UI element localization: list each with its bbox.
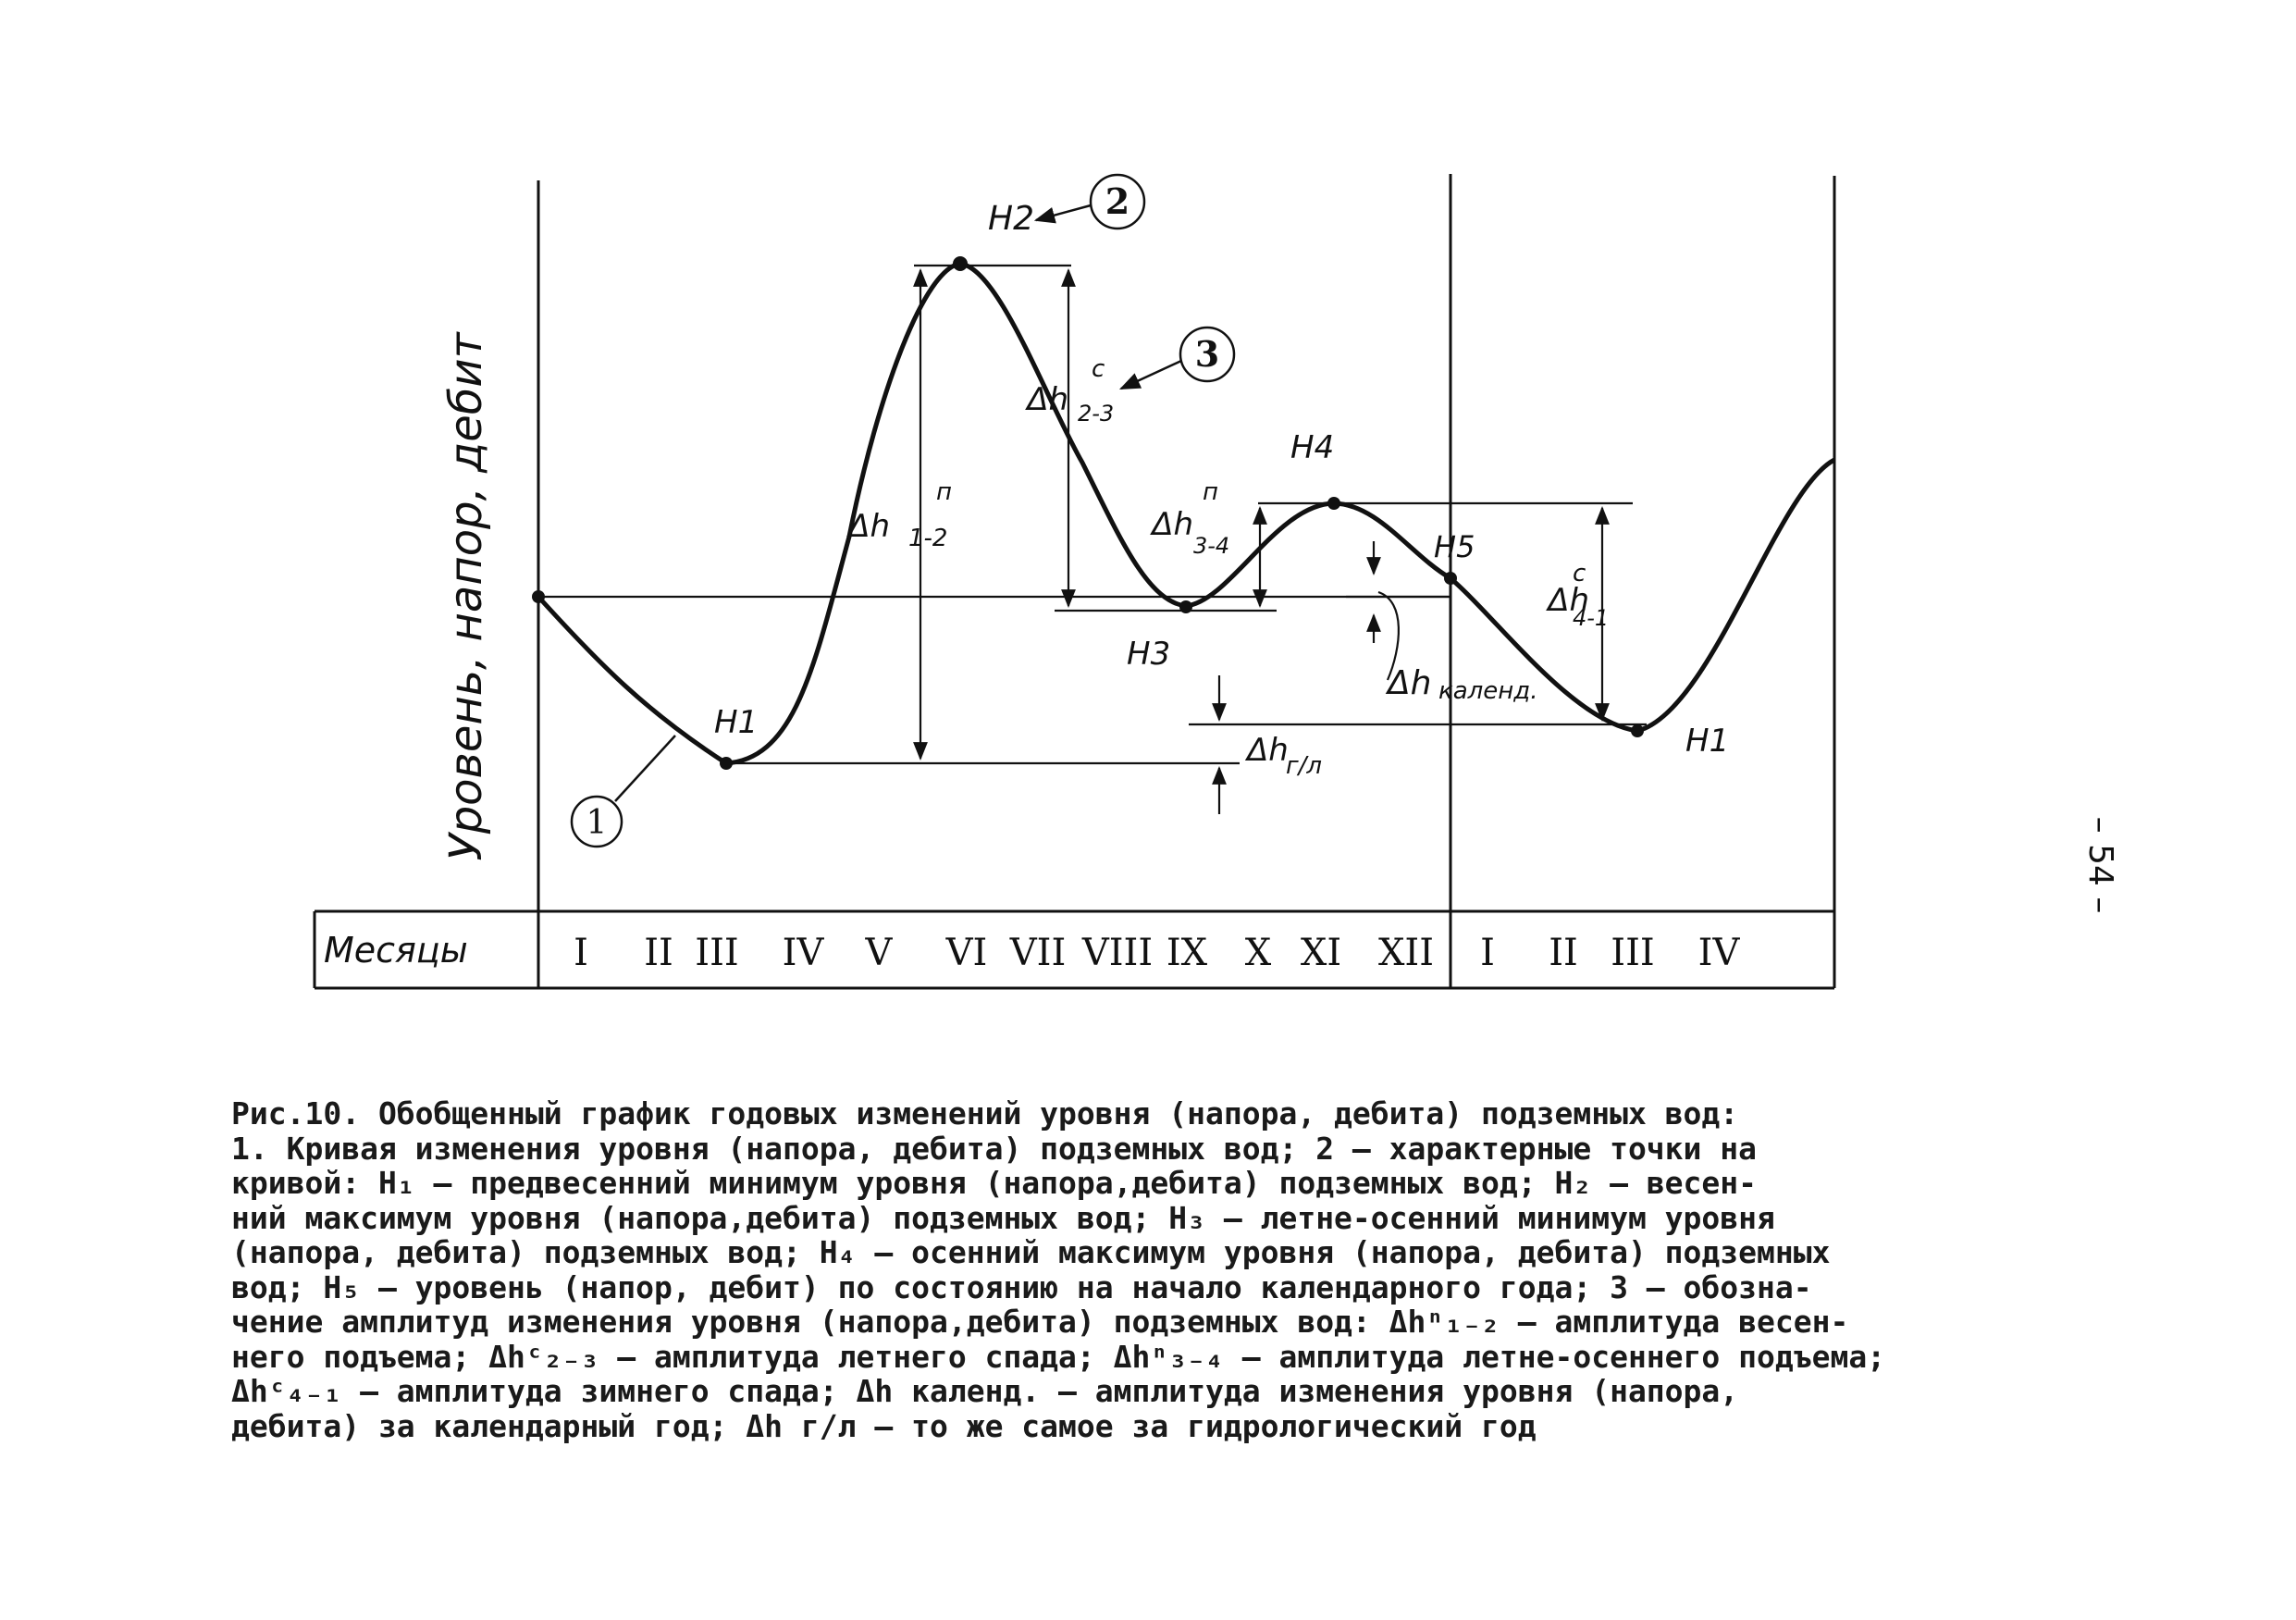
caption-line: Δhᶜ₄₋₁ – амплитуда зимнего спада; Δh календ. – амплитуда изменения уровня (напора, — [231, 1373, 1739, 1409]
month-label: VII — [1009, 932, 1067, 974]
svg-text:п: п — [936, 478, 952, 506]
point-h5 — [1444, 572, 1457, 585]
caption-line: (напора, дебита) подземных вод; H₄ – осенний максимум уровня (напора, дебита) подземных — [231, 1234, 1831, 1270]
label-h1-left: H1 — [714, 704, 759, 741]
svg-text:с: с — [1573, 560, 1586, 587]
label-hydro-amplitude — [1244, 732, 1322, 780]
point-h4 — [1327, 497, 1340, 510]
callout-2-number: 2 — [1105, 180, 1130, 222]
month-label: I — [574, 932, 588, 974]
callout-3-number: 3 — [1194, 333, 1220, 375]
svg-text:Δh: Δh — [1027, 381, 1068, 418]
label-calendar-amplitude — [1385, 664, 1538, 705]
callout-3-leader — [1121, 361, 1181, 389]
caption-line: ний максимум уровня (напора,дебита) подземных вод; H₃ – летне-осенний минимум уровня — [231, 1199, 1775, 1236]
svg-text:3-4: 3-4 — [1193, 533, 1230, 559]
month-label: I — [1480, 932, 1495, 974]
month-label: IV — [1697, 932, 1740, 974]
caption-line: вод; H₅ – уровень (напор, дебит) по состоянию на начало календарного года; 3 – обозна- — [231, 1268, 1812, 1305]
caption-line: дебита) за календарный год; Δh г/л – то же самое за гидрологический год — [231, 1407, 1537, 1444]
caption-line: чение амплитуд изменения уровня (напора,дебита) подземных вод: Δhⁿ₁₋₂ – амплитуда весен- — [231, 1304, 1849, 1340]
svg-text:1-2: 1-2 — [908, 525, 948, 552]
month-label: III — [1611, 932, 1655, 974]
caption-line: него подъема; Δhᶜ₂₋₃ – амплитуда летнего спада; Δhⁿ₃₋₄ – амплитуда летне-осеннего подъема; — [231, 1338, 1886, 1375]
svg-text:с: с — [1092, 355, 1105, 383]
point-h3 — [1179, 600, 1192, 613]
callout-1-number: 1 — [586, 804, 608, 842]
point-h1-left — [720, 757, 733, 770]
y-axis-label: Уровень, напор, дебит — [440, 332, 492, 861]
month-label: X — [1244, 932, 1272, 974]
label-winter-fall — [1545, 560, 1609, 631]
month-label: II — [1549, 932, 1578, 974]
months-label: Месяцы — [324, 930, 468, 971]
label-h4: H4 — [1290, 429, 1335, 466]
label-h2: H2 — [988, 200, 1034, 238]
svg-text:Δh: Δh — [1152, 506, 1193, 543]
month-label: IV — [782, 932, 824, 974]
point-h5-start — [532, 590, 545, 603]
svg-text:г/л: г/л — [1286, 752, 1323, 780]
month-label: VI — [945, 932, 988, 974]
month-label: IX — [1166, 932, 1208, 974]
callout-2-leader — [1036, 205, 1091, 220]
svg-text:календ.: календ. — [1438, 677, 1538, 705]
month-label: V — [865, 932, 893, 974]
caption-line: 1. Кривая изменения уровня (напора, дебита) подземных вод; 2 – характерные точки на — [231, 1130, 1758, 1167]
label-h3: H3 — [1127, 636, 1171, 673]
callout-1-leader — [615, 736, 675, 801]
svg-text:2-3: 2-3 — [1078, 401, 1115, 427]
svg-text:Δh: Δh — [848, 508, 890, 545]
page-number: – 54 – — [2081, 816, 2119, 914]
svg-text:Δh: Δh — [1247, 732, 1289, 769]
month-label: II — [644, 932, 673, 974]
caption-line: кривой: H₁ – предвесенний минимум уровня (напора,дебита) подземных вод; H₂ – весен- — [231, 1165, 1758, 1201]
month-label: III — [695, 932, 739, 974]
month-label: VIII — [1081, 932, 1154, 974]
label-h1-right: H1 — [1685, 723, 1730, 760]
svg-text:п: п — [1203, 478, 1218, 506]
label-h5: H5 — [1434, 529, 1475, 564]
figure-caption — [231, 1096, 1989, 1443]
months-row — [574, 932, 1740, 974]
point-h2 — [953, 256, 968, 271]
svg-text:Δh: Δh — [1548, 582, 1589, 619]
month-label: XI — [1300, 932, 1342, 974]
svg-text:Δh: Δh — [1388, 664, 1432, 702]
month-label: XII — [1377, 932, 1435, 974]
point-h1-right — [1631, 724, 1644, 737]
label-autumn-rise — [1149, 478, 1229, 559]
svg-text:4-1: 4-1 — [1573, 605, 1610, 631]
caption-line: Рис.10. Обобщенный график годовых изменений уровня (напора, дебита) подземных вод: — [231, 1095, 1739, 1132]
